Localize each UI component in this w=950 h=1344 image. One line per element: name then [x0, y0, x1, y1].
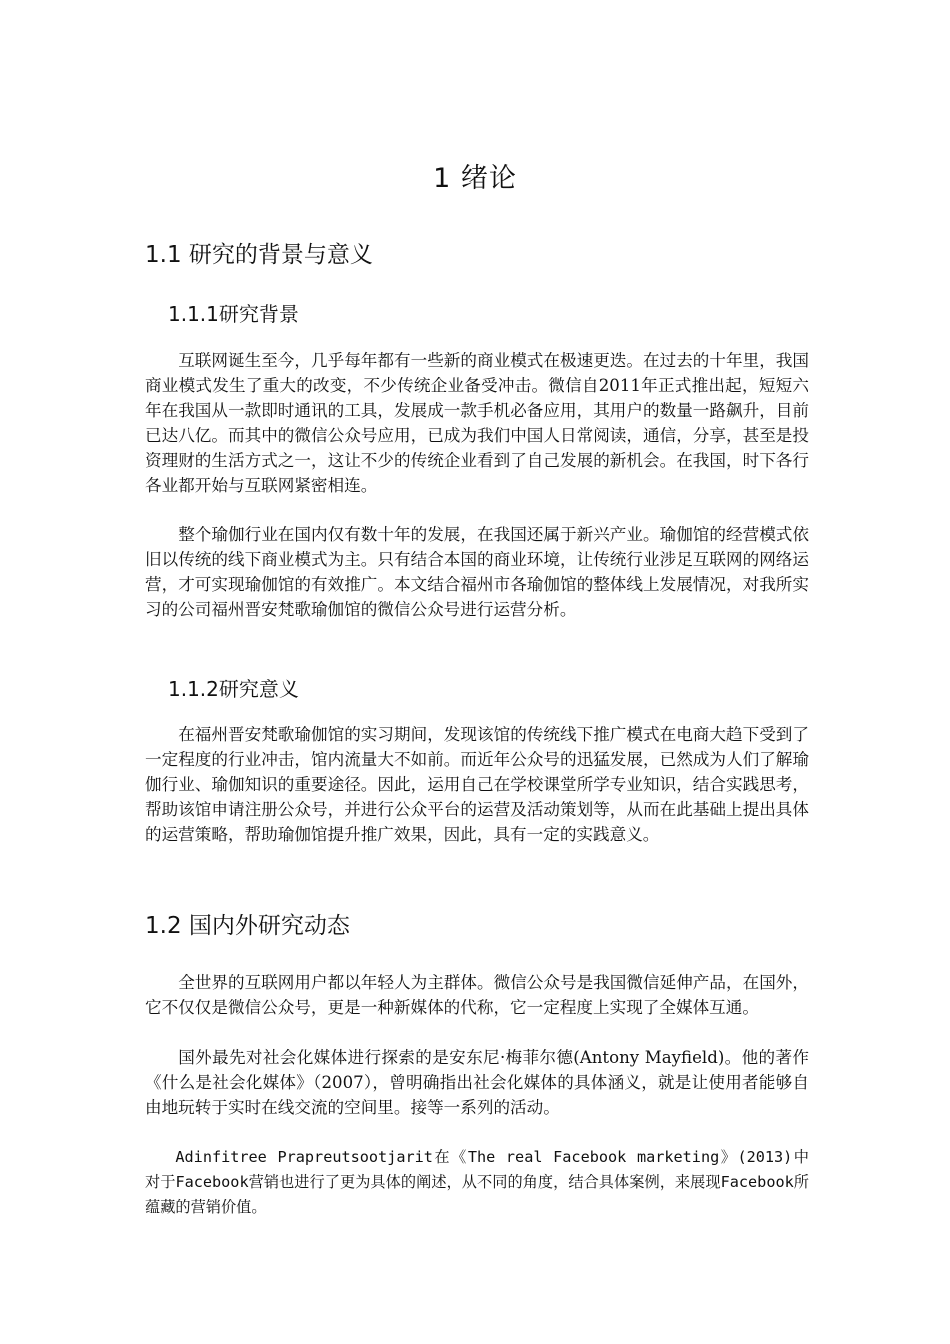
- section-heading-1-1: 1.1 研究的背景与意义: [145, 242, 373, 268]
- paragraph: 互联网诞生至今，几乎每年都有一些新的商业模式在极速更迭。在过去的十年里，我国商业模式发生了重大的改变，不少传统企业备受冲击。微信自2011年正式推出起，短短六年在我国从一款即时通讯的工具，发展成一款手机必备应用，其用户的数量一路飙升，目前已达八亿。而其中的微信公众号应用，已成为我们中国人日常阅读，通信，分享，甚至是投资理财的生活方式之一，这让不少的传统企业看到了自己发展的新机会。在我国，时下各行各业都开始与互联网紧密相连。: [145, 351, 809, 495]
- subsection-heading-1-1-1: 1.1.1研究背景: [168, 302, 299, 326]
- chapter-title: 1 绪论: [433, 163, 517, 194]
- paragraph: 国外最先对社会化媒体进行探索的是安东尼·梅菲尔德(Antony Mayfield)。他的著作《什么是社会化媒体》（2007），曾明确指出社会化媒体的具体涵义，就是让使用者能够自由地玩转于实时在线交流的空间里。接等一系列的活动。: [145, 1048, 809, 1117]
- paragraph: 整个瑜伽行业在国内仅有数十年的发展，在我国还属于新兴产业。瑜伽馆的经营模式依旧以传统的线下商业模式为主。只有结合本国的商业环境，让传统行业涉足互联网的网络运营，才可实现瑜伽馆的有效推广。本文结合福州市各瑜伽馆的整体线上发展情况，对我所实习的公司福州晋安梵歌瑜伽馆的微信公众号进行运营分析。: [145, 525, 809, 619]
- section-heading-1-2: 1.2 国内外研究动态: [145, 913, 350, 939]
- paragraph: 全世界的互联网用户都以年轻人为主群体。微信公众号是我国微信延伸产品，在国外，它不仅仅是微信公众号，更是一种新媒体的代称，它一定程度上实现了全媒体互通。: [145, 973, 809, 1017]
- subsection-heading-1-1-2: 1.1.2研究意义: [168, 677, 299, 701]
- paragraph: 在福州晋安梵歌瑜伽馆的实习期间，发现该馆的传统线下推广模式在电商大趋下受到了一定程度的行业冲击，馆内流量大不如前。而近年公众号的迅猛发展，已然成为人们了解瑜伽行业、瑜伽知识的重要途径。因此，运用自己在学校课堂所学专业知识，结合实践思考，帮助该馆申请注册公众号，并进行公众平台的运营及活动策划等，从而在此基础上提出具体的运营策略，帮助瑜伽馆提升推广效果，因此，具有一定的实践意义。: [145, 725, 809, 844]
- paragraph: Adinfitree Prapreutsootjarit在《The real Facebook marketing》(2013)中对于Facebook营销也进行了更为具体的阐述，从不同的角度，结合具体案例，来展现Facebook所蕴藏的营销价值。: [145, 1148, 809, 1216]
